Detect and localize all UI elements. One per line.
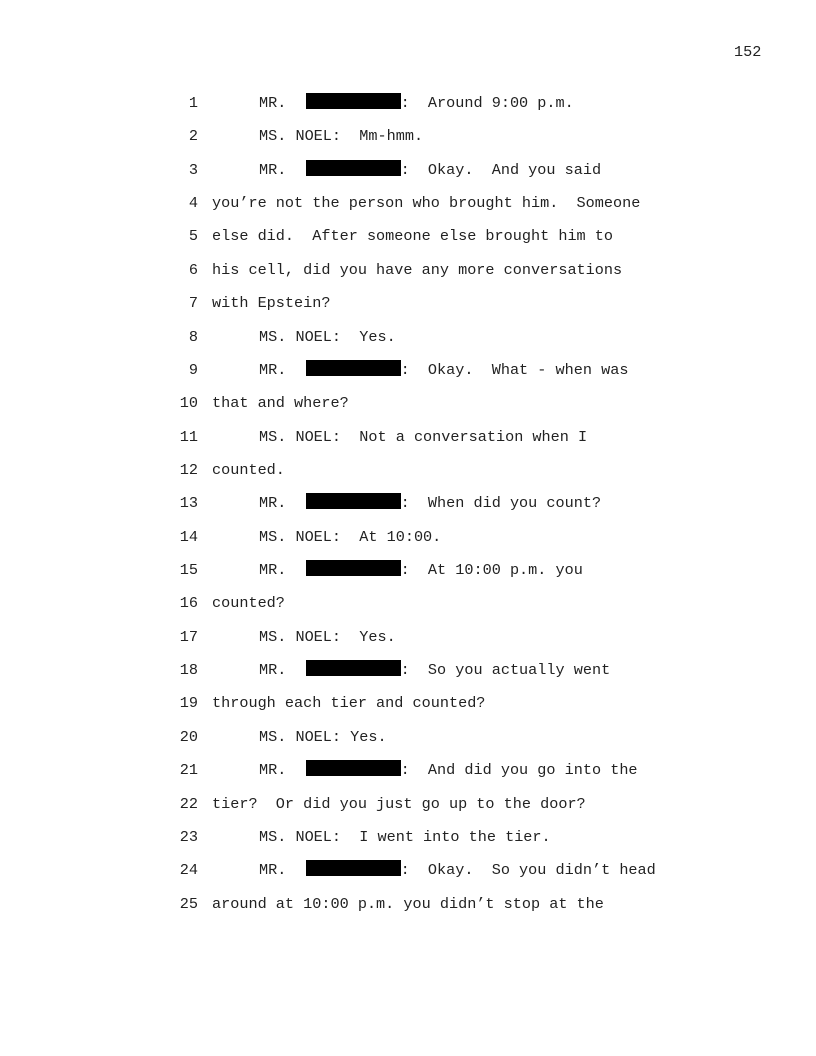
line-number: 20 [179, 727, 198, 746]
line-number: 16 [179, 594, 198, 613]
line-number: 9 [188, 360, 198, 379]
line-text: MS. NOEL: Yes. [259, 327, 396, 346]
transcript-line [0, 327, 816, 360]
transcript-line [0, 193, 816, 226]
line-text [259, 160, 601, 180]
line-number: 13 [179, 494, 198, 513]
transcript-line [0, 660, 816, 693]
line-text: tier? Or did you just go up to the door? [212, 794, 586, 813]
line-text [259, 660, 610, 680]
transcript-line [0, 593, 816, 626]
line-text: counted. [212, 460, 285, 479]
line-text: counted? [212, 594, 285, 613]
line-number: 10 [179, 394, 198, 413]
line-text: through each tier and counted? [212, 694, 486, 713]
transcript-line [0, 894, 816, 927]
transcript-line [0, 693, 816, 726]
line-number: 12 [179, 460, 198, 479]
transcript-line [0, 126, 816, 159]
redaction-box [306, 760, 401, 776]
line-text: MS. NOEL: Yes. [259, 627, 396, 646]
line-text [259, 560, 583, 580]
utterance-text: : And did you go into the [400, 761, 638, 780]
page-number: 152 [734, 43, 762, 61]
line-text: MS. NOEL: Mm-hmm. [259, 127, 424, 146]
transcript-line [0, 860, 816, 893]
line-number: 4 [188, 194, 198, 213]
speaker-label: MR. [259, 94, 287, 112]
line-number: 6 [188, 260, 198, 279]
line-text: MS. NOEL: I went into the tier. [259, 827, 551, 846]
transcript-line [0, 360, 816, 393]
line-text [259, 493, 601, 513]
transcript-line [0, 760, 816, 793]
line-number: 24 [179, 861, 198, 880]
line-number: 21 [179, 761, 198, 780]
line-number: 19 [179, 694, 198, 713]
utterance-text: : At 10:00 p.m. you [400, 561, 583, 580]
line-number: 25 [179, 894, 198, 913]
line-number: 17 [179, 627, 198, 646]
line-number: 7 [188, 294, 198, 313]
line-text: you’re not the person who brought him. Someone [212, 194, 641, 213]
transcript-line [0, 260, 816, 293]
line-text [259, 93, 574, 113]
transcript-line [0, 794, 816, 827]
transcript-body [0, 93, 816, 927]
line-number: 1 [188, 94, 198, 112]
line-text: MS. NOEL: Not a conversation when I [259, 427, 588, 446]
speaker-label: MR. [259, 561, 287, 580]
speaker-label: MR. [259, 761, 287, 780]
transcript-line [0, 560, 816, 593]
transcript-line [0, 160, 816, 193]
speaker-label: MR. [259, 160, 287, 179]
redaction-box [306, 560, 401, 576]
line-text: else did. After someone else brought him to [212, 227, 614, 246]
line-number: 8 [188, 327, 198, 346]
speaker-label: MR. [259, 494, 287, 513]
transcript-line [0, 293, 816, 326]
line-text [259, 360, 628, 380]
line-number: 18 [179, 661, 198, 680]
line-text: his cell, did you have any more conversations [212, 260, 623, 279]
line-number: 23 [179, 827, 198, 846]
redaction-box [306, 360, 401, 376]
line-text: that and where? [212, 394, 349, 413]
line-number: 3 [188, 160, 198, 179]
transcript-line [0, 827, 816, 860]
transcript-line [0, 460, 816, 493]
redaction-box [306, 160, 401, 176]
transcript-line [0, 93, 816, 126]
speaker-label: MR. [259, 360, 287, 379]
utterance-text: : So you actually went [400, 661, 611, 680]
utterance-text: : When did you count? [400, 494, 602, 513]
line-text: around at 10:00 p.m. you didn’t stop at the [212, 894, 604, 913]
transcript-line [0, 226, 816, 259]
line-text: with Epstein? [212, 294, 331, 313]
utterance-text: : Around 9:00 p.m. [400, 94, 574, 112]
transcript-line [0, 727, 816, 760]
speaker-label: MR. [259, 661, 287, 680]
line-number: 5 [188, 227, 198, 246]
line-text [259, 860, 656, 880]
line-number: 14 [179, 527, 198, 546]
transcript-line [0, 627, 816, 660]
utterance-text: : Okay. What - when was [400, 360, 629, 379]
line-text: MS. NOEL: Yes. [259, 727, 387, 746]
redaction-box [306, 660, 401, 676]
utterance-text: : Okay. And you said [400, 160, 602, 179]
utterance-text: : Okay. So you didn’t head [400, 861, 656, 880]
transcript-line [0, 393, 816, 426]
speaker-label: MR. [259, 861, 287, 880]
line-number: 15 [179, 561, 198, 580]
transcript-line [0, 427, 816, 460]
line-text [259, 760, 638, 780]
line-text: MS. NOEL: At 10:00. [259, 527, 442, 546]
redaction-box [306, 493, 401, 509]
redaction-box [306, 860, 401, 876]
redaction-box [306, 93, 401, 109]
line-number: 11 [179, 427, 198, 446]
transcript-line [0, 527, 816, 560]
line-number: 22 [179, 794, 198, 813]
line-number: 2 [188, 127, 198, 146]
transcript-line [0, 493, 816, 526]
